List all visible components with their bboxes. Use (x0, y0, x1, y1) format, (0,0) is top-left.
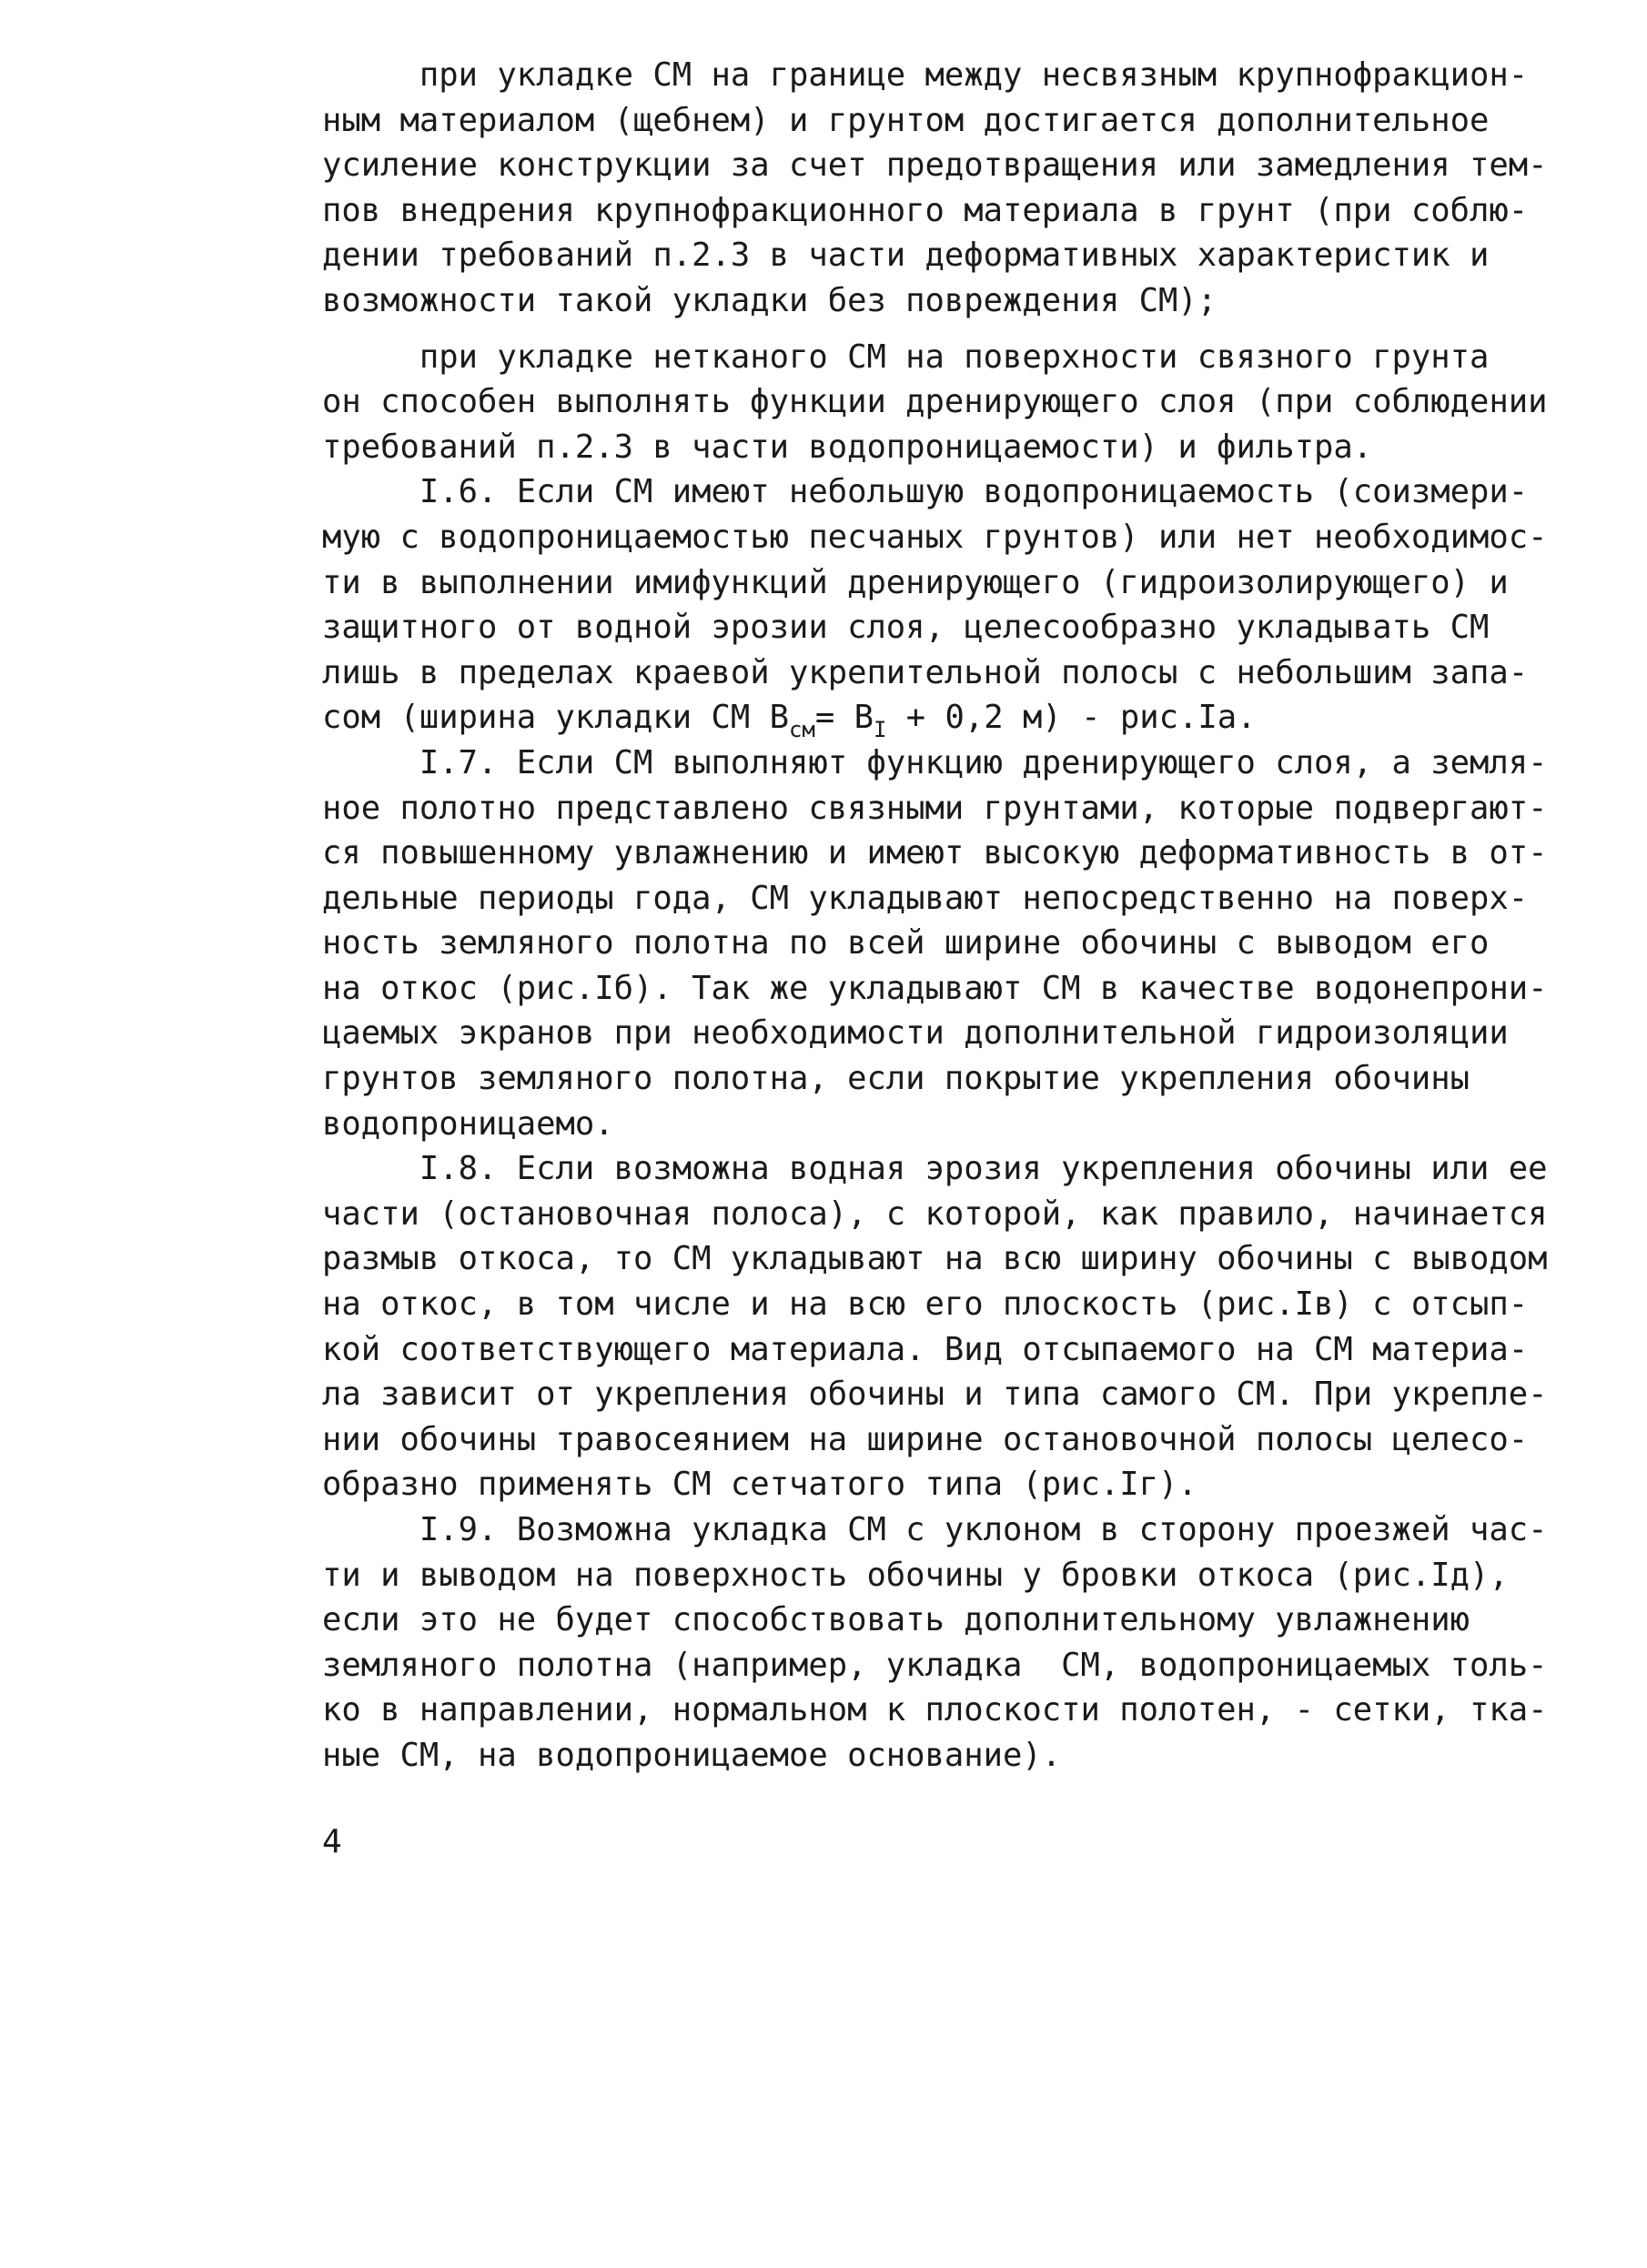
paragraph (322, 741, 1548, 1146)
text-line: земляного полотна (например, укладка СМ, водопроницаемых толь- (322, 1646, 1548, 1684)
paragraph (322, 1507, 1548, 1779)
text-line: размыв откоса, то СМ укладывают на всю ширину обочины с выводом (322, 1240, 1548, 1278)
text-line: части (остановочная полоса), с которой, как правило, начинается (322, 1194, 1548, 1233)
text-line: образно применять СМ сетчатого типа (рис.Iг). (322, 1466, 1197, 1504)
text-line: если это не будет способствовать дополнительному увлажнению (322, 1601, 1470, 1639)
text-line: возможности такой укладки без повреждения СМ); (322, 281, 1218, 319)
text-line: усиление конструкции за счет предотвращения или замедления тем- (322, 146, 1548, 185)
text-line: цаемых экранов при необходимости дополнительной гидроизоляции (322, 1014, 1509, 1053)
text-line: I.9. Возможна укладка СМ с уклоном в сторону проезжей час- (322, 1511, 1548, 1548)
text-line: ла зависит от укрепления обочины и типа самого СМ. При укрепле- (322, 1376, 1548, 1414)
text-line: пов внедрения крупнофракционного материала в грунт (при соблю- (322, 191, 1529, 229)
formula-subscript: I (873, 717, 887, 743)
text-line: ся повышенному увлажнению и имеют высокую деформативность в от- (322, 834, 1548, 872)
text-line: при укладке СМ на границе между несвязным крупнофракцион- (322, 56, 1529, 94)
text-line: ным материалом (щебнем) и грунтом достигается дополнительное (322, 101, 1490, 139)
text-line: I.6. Если СМ имеют небольшую водопроницаемость (соизмери- (322, 473, 1529, 511)
formula-text: = В (814, 699, 874, 737)
text-line: ность земляного полотна по всей ширине обочины с выводом его (322, 924, 1490, 963)
text-line: на откос (рис.Iб). Так же укладывают СМ в качестве водонепрони- (322, 969, 1548, 1007)
paragraph (322, 469, 1548, 743)
text-line: при укладке нетканого СМ на поверхности связного грунта (322, 338, 1490, 376)
text-line: водопроницаемо. (322, 1104, 614, 1143)
text-line: кой соответствующего материала. Вид отсыпаемого на СМ материа- (322, 1330, 1529, 1368)
text-line: дении требований п.2.3 в части деформативных характеристик и (322, 237, 1490, 275)
text-line: он способен выполнять функции дренирующего слоя (при соблюдении (322, 383, 1548, 421)
formula-text: + 0,2 м) - рис.Iа. (886, 699, 1257, 737)
text-line: I.7. Если СМ выполняют функцию дренирующего слоя, а земля- (322, 743, 1548, 781)
page-number: 4 (322, 1823, 342, 1860)
text-line: мую с водопроницаемостью песчаных грунтов) или нет необходимос- (322, 518, 1548, 556)
text-line: нии обочины травосеянием на ширине остановочной полосы целесо- (322, 1420, 1529, 1458)
text-line: лишь в пределах краевой укрепительной полосы с небольшим запа- (322, 653, 1529, 691)
body-text (322, 53, 1548, 1779)
text-line: грунтов земляного полотна, если покрытие укрепления обочины (322, 1060, 1470, 1098)
formula-line (322, 695, 1505, 741)
text-line: дельные периоды года, СМ укладывают непосредственно на поверх- (322, 879, 1529, 917)
text-line: на откос, в том числе и на всю его плоскость (рис.Iв) с отсып- (322, 1285, 1529, 1324)
paragraph-gap (322, 324, 1505, 335)
paragraph (322, 335, 1548, 470)
text-line: ное полотно представлено связными грунтами, которые подвергают- (322, 789, 1548, 827)
text-line: ти и выводом на поверхность обочины у бровки откоса (рис.Iд), (322, 1556, 1509, 1594)
formula-text: сом (ширина укладки СМ В (322, 699, 789, 737)
formula-subscript: см (788, 717, 815, 743)
text-line: I.8. Если возможна водная эрозия укрепления обочины или ее (322, 1150, 1548, 1188)
paragraph (322, 53, 1548, 324)
text-line: требований п.2.3 в части водопроницаемости) и фильтра. (322, 428, 1373, 466)
text-line: ти в выполнении имифункций дренирующего (гидроизолирующего) и (322, 563, 1509, 601)
text-line: ные СМ, на водопроницаемое основание). (322, 1736, 1062, 1774)
text-line: ко в направлении, нормальном к плоскости полотен, - сетки, тка- (322, 1691, 1548, 1729)
paragraph (322, 1146, 1548, 1507)
text-line: защитного от водной эрозии слоя, целесообразно укладывать СМ (322, 609, 1490, 647)
